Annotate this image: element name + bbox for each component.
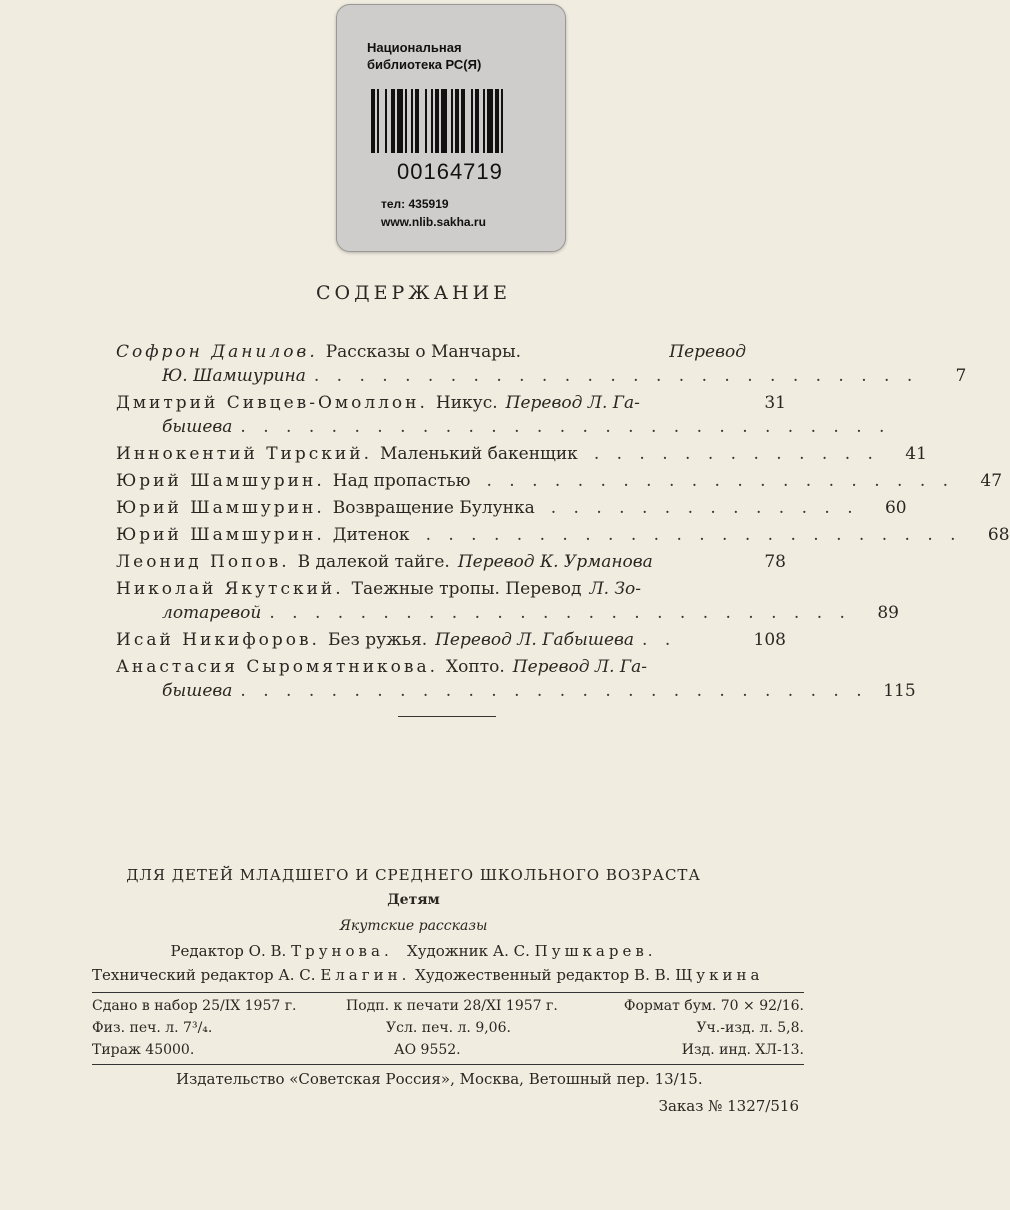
toc-page-number: 7 — [955, 366, 967, 386]
barcode-bar — [415, 89, 419, 153]
signed-to-print: Подп. к печати 28/XI 1957 г. — [346, 998, 558, 1014]
toc-work: Дитенок — [332, 525, 410, 545]
imprint-rule-top — [92, 992, 804, 993]
barcode-bar — [475, 89, 479, 153]
toc-page-number: 68 — [987, 525, 1010, 545]
toc-work: Без ружья. — [327, 630, 428, 650]
toc-leader: . . . . . . . . . . . . . . — [550, 498, 859, 518]
toc-work: В далекой тайге. — [297, 552, 450, 572]
toc-work: Никус. — [435, 393, 498, 413]
toc-author: Юрий Шамшурин. — [116, 525, 325, 545]
publishing-sheets: Уч.-изд. л. 5,8. — [696, 1020, 804, 1036]
library-name-line1: Национальная — [367, 40, 462, 55]
toc-translation: Перевод Л. Га- — [512, 657, 648, 677]
toc-translation-cont: Ю. Шамшурина — [162, 366, 306, 386]
toc-page-number: 31 — [764, 393, 786, 413]
toc-leader: . . . . . . . . . . . . . . . . . . . . . — [486, 471, 955, 491]
print-code: АО 9552. — [394, 1042, 461, 1058]
toc-leader: . . . . . . . . . . . . . . . . . . . . . . . . . . . . — [240, 681, 868, 701]
toc-translation: Перевод Л. Га- — [505, 393, 640, 413]
toc-author: Николай Якутский. — [116, 579, 344, 599]
toc-entry — [116, 340, 967, 388]
toc-entry — [116, 496, 907, 520]
barcode-bar — [431, 89, 433, 153]
barcode-bar — [385, 89, 387, 153]
section-divider — [398, 716, 496, 717]
barcode-bar — [397, 89, 403, 153]
tech-editor-label: Технический редактор А. С. — [92, 966, 316, 984]
barcode-bar — [461, 89, 465, 153]
print-run: Тираж 45000. — [92, 1042, 195, 1058]
toc-author: Юрий Шамшурин. — [116, 498, 325, 518]
barcode-bar — [501, 89, 503, 153]
toc-author: Софрон Данилов. — [116, 342, 318, 362]
barcode-bar — [487, 89, 493, 153]
technical-editors-line — [92, 966, 804, 984]
editor-label: Редактор О. В. — [170, 942, 287, 960]
toc-work: Над пропастью — [332, 471, 471, 491]
publication-index: Изд. инд. ХЛ-13. — [681, 1042, 804, 1058]
toc-page-number: 78 — [764, 552, 786, 572]
toc-title: СОДЕРЖАНИЕ — [316, 282, 511, 304]
toc-entry — [116, 442, 927, 466]
toc-author: Леонид Попов. — [116, 552, 290, 572]
paper-format: Формат бум. 70 ⨯ 92/16. — [623, 998, 804, 1014]
toc-entry — [116, 655, 916, 703]
toc-work: Рассказы о Манчары. — [325, 342, 522, 362]
series-name: Детям — [387, 892, 440, 908]
barcode-bar — [377, 89, 379, 153]
toc-author: Юрий Шамшурин. — [116, 471, 325, 491]
library-barcode-sticker — [336, 4, 566, 252]
toc-work: Таежные тропы. Перевод — [351, 579, 582, 599]
barcode-bar — [371, 89, 375, 153]
library-website: www.nlib.sakha.ru — [381, 215, 486, 229]
barcode — [371, 89, 537, 153]
toc-translation-cont: лотаревой — [162, 603, 262, 623]
barcode-bar — [405, 89, 407, 153]
barcode-bar — [441, 89, 447, 153]
audience-line: ДЛЯ ДЕТЕЙ МЛАДШЕГО И СРЕДНЕГО ШКОЛЬНОГО ВОЗРАСТА — [126, 866, 701, 884]
table-of-contents — [116, 340, 1010, 706]
toc-leader: . . . . . . . . . . . . . — [593, 444, 879, 464]
toc-page-number: 89 — [877, 603, 899, 623]
toc-author: Иннокентий Тирский. — [116, 444, 372, 464]
editor-name: Трунова. — [291, 942, 393, 960]
artist-label: Художник А. С. — [407, 942, 530, 960]
art-editor-name: Щукина — [675, 966, 764, 984]
toc-entry — [116, 523, 1010, 547]
barcode-bar — [451, 89, 453, 153]
toc-leader: . . . . . . . . . . . . . . . . . . . . . . . . . . — [269, 603, 851, 623]
toc-work: Хопто. — [446, 657, 505, 677]
book-subtitle: Якутские рассказы — [339, 918, 488, 934]
physical-sheets: Физ. печ. л. 7³/₄. — [92, 1020, 213, 1036]
barcode-bar — [391, 89, 395, 153]
toc-page-number: 47 — [980, 471, 1003, 491]
barcode-bar — [471, 89, 473, 153]
toc-translation-cont: бышева — [162, 681, 233, 701]
art-editor-label: Художественный редактор В. В. — [415, 966, 671, 984]
toc-leader: . . . . . . . . . . . . . . . . . . . . . . . . — [425, 525, 962, 545]
toc-entry — [116, 469, 1003, 493]
toc-author: Исай Никифоров. — [116, 630, 320, 650]
toc-translation: Перевод Л. Габышева — [435, 630, 635, 650]
toc-translation-cont: бышева — [162, 417, 233, 437]
barcode-bar — [455, 89, 459, 153]
barcode-bar — [483, 89, 485, 153]
toc-translation: Л. Зо- — [589, 579, 642, 599]
toc-author: Анастасия Сыромятникова. — [116, 657, 439, 677]
order-number: Заказ № 1327/516 — [658, 1097, 799, 1115]
conventional-sheets: Усл. печ. л. 9,06. — [386, 1020, 511, 1036]
toc-entry — [116, 628, 786, 652]
toc-page-number: 108 — [753, 630, 786, 650]
toc-entry — [116, 550, 786, 574]
barcode-number: 00164719 — [397, 159, 503, 184]
toc-leader: . . — [642, 630, 677, 650]
sent-to-set: Сдано в набор 25/IX 1957 г. — [92, 998, 297, 1014]
toc-work: Маленький бакенщик — [379, 444, 578, 464]
tech-editor-name: Елагин. — [320, 966, 411, 984]
toc-page-number: 115 — [883, 681, 916, 701]
toc-leader: . . . . . . . . . . . . . . . . . . . . . . . . . . . . . — [240, 417, 891, 437]
toc-author: Дмитрий Сивцев-Омоллон. — [116, 393, 428, 413]
library-phone: тел: 435919 — [381, 197, 449, 211]
editors-line — [0, 942, 827, 960]
toc-page-number: 41 — [905, 444, 927, 464]
toc-page-number: 60 — [884, 498, 907, 518]
barcode-bar — [495, 89, 499, 153]
toc-entry — [116, 577, 899, 625]
toc-translation: Перевод — [669, 342, 746, 362]
barcode-bar — [411, 89, 413, 153]
toc-work: Возвращение Булунка — [332, 498, 535, 518]
library-name-line2: библиотека РС(Я) — [367, 57, 482, 72]
library-name — [367, 39, 481, 73]
artist-name: Пушкарев. — [534, 942, 657, 960]
barcode-bar — [425, 89, 427, 153]
toc-entry — [116, 391, 891, 439]
toc-translation: Перевод К. Урманова — [457, 552, 653, 572]
imprint-rule-bottom — [92, 1064, 804, 1065]
publisher-line: Издательство «Советская Россия», Москва, Ветошный пер. 13/15. — [176, 1070, 703, 1088]
toc-leader: . . . . . . . . . . . . . . . . . . . . . . . . . . . — [313, 366, 919, 386]
barcode-bar — [435, 89, 439, 153]
